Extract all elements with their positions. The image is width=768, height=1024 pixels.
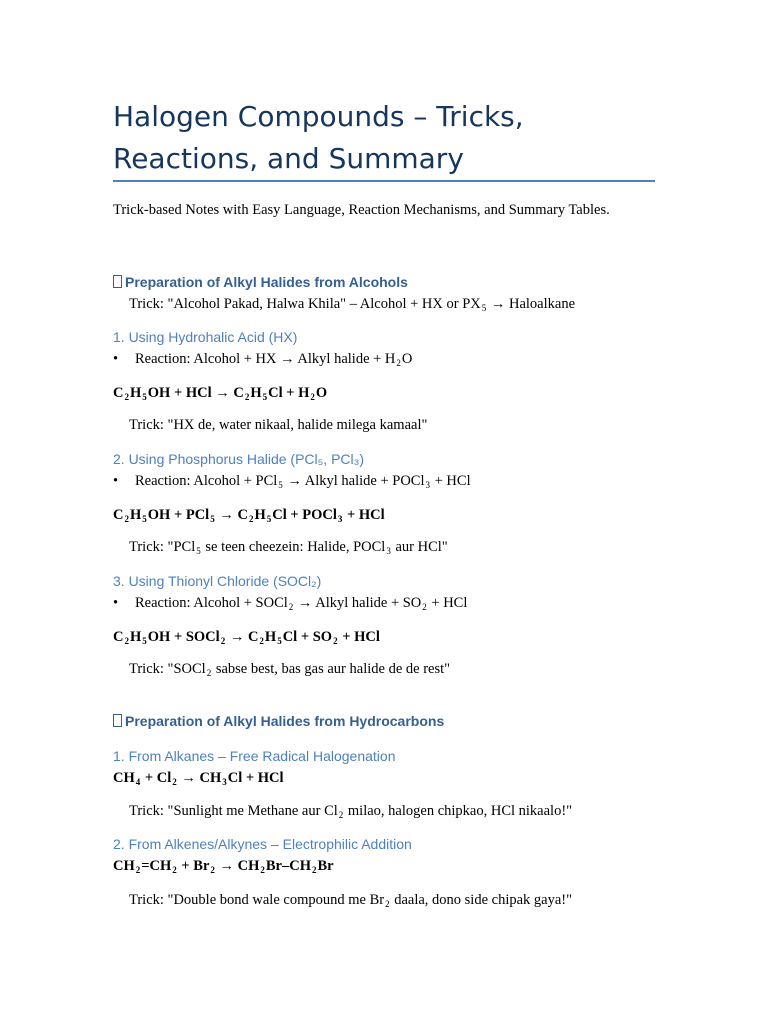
title-underline — [113, 180, 655, 182]
equation-hx: $C_2H_5OH$ + HCl → $C_2H_5Cl + H_2O$ — [113, 385, 328, 402]
equation-pcl: $C_2H_5OH + PCl_5 \to C_2H_5Cl$ + POCl$_3$ + HCl — [113, 507, 385, 524]
method-heading-pcl: 2. Using Phosphorus Halide (PCl₅, PCl₃) — [113, 451, 364, 467]
method-heading-hx: 1. Using Hydrohalic Acid (HX) — [113, 329, 298, 345]
trick-alkanes: Trick: "Sunlight me Methane aur $Cl_2$ milao, halogen chipkao, HCl nikaalo!" — [129, 803, 573, 820]
trick-hx: Trick: "HX de, water nikaal, halide milega kamaal" — [129, 417, 428, 433]
section-heading-hydrocarbons: Preparation of Alkyl Halides from Hydrocarbons — [113, 712, 444, 730]
equation-alkenes: $CH_2=CH_2 + Br_2 \to CH_2Br-CH_2Br$ — [113, 858, 334, 875]
subtitle: Trick-based Notes with Easy Language, Reaction Mechanisms, and Summary Tables. — [113, 202, 610, 218]
method-heading-socl: 3. Using Thionyl Chloride (SOCl₂) — [113, 573, 322, 589]
trick-alkenes: Trick: "Double bond wale compound me $Br_2$ daala, dono side chipak gaya!" — [129, 892, 573, 909]
reaction-bullet-hx: • Reaction: Alcohol + HX → Alkyl halide + $H_2O$ — [113, 351, 413, 368]
page-title: Halogen Compounds – Tricks, Reactions, and Summary — [113, 100, 524, 175]
trick-socl: Trick: "SOCl$_2$ sabse best, bas gas aur halide de de rest" — [129, 661, 451, 678]
trick-alcohol-intro: Trick: "Alcohol Pakad, Halwa Khila" – Alcohol + HX or $PX_5$ → Haloalkane — [129, 296, 576, 313]
method-heading-alkenes: 2. From Alkenes/Alkynes – Electrophilic Addition — [113, 836, 412, 852]
reaction-bullet-socl: • Reaction: Alcohol + SOCl$_2$ → Alkyl halide + $SO_2$ + HCl — [113, 595, 468, 612]
missing-glyph-icon — [113, 714, 122, 727]
equation-alkanes: $CH_4 + Cl_2 \to CH_3Cl$ + HCl — [113, 770, 284, 787]
trick-pcl: Trick: "PCl$_5$ se teen cheezein: Halide, POCl$_3$ aur HCl" — [129, 539, 448, 556]
equation-socl: $C_2H_5OH$ + SOCl$_2$ → $C_2H_5Cl + SO_2$ + HCl — [113, 629, 380, 646]
missing-glyph-icon — [113, 275, 122, 288]
method-heading-alkanes: 1. From Alkanes – Free Radical Halogenation — [113, 748, 396, 764]
reaction-bullet-pcl: • Reaction: Alcohol + PCl$_5$ → Alkyl halide + POCl$_3$ + HCl — [113, 473, 471, 490]
section-heading-alcohols: Preparation of Alkyl Halides from Alcohols — [113, 273, 408, 291]
